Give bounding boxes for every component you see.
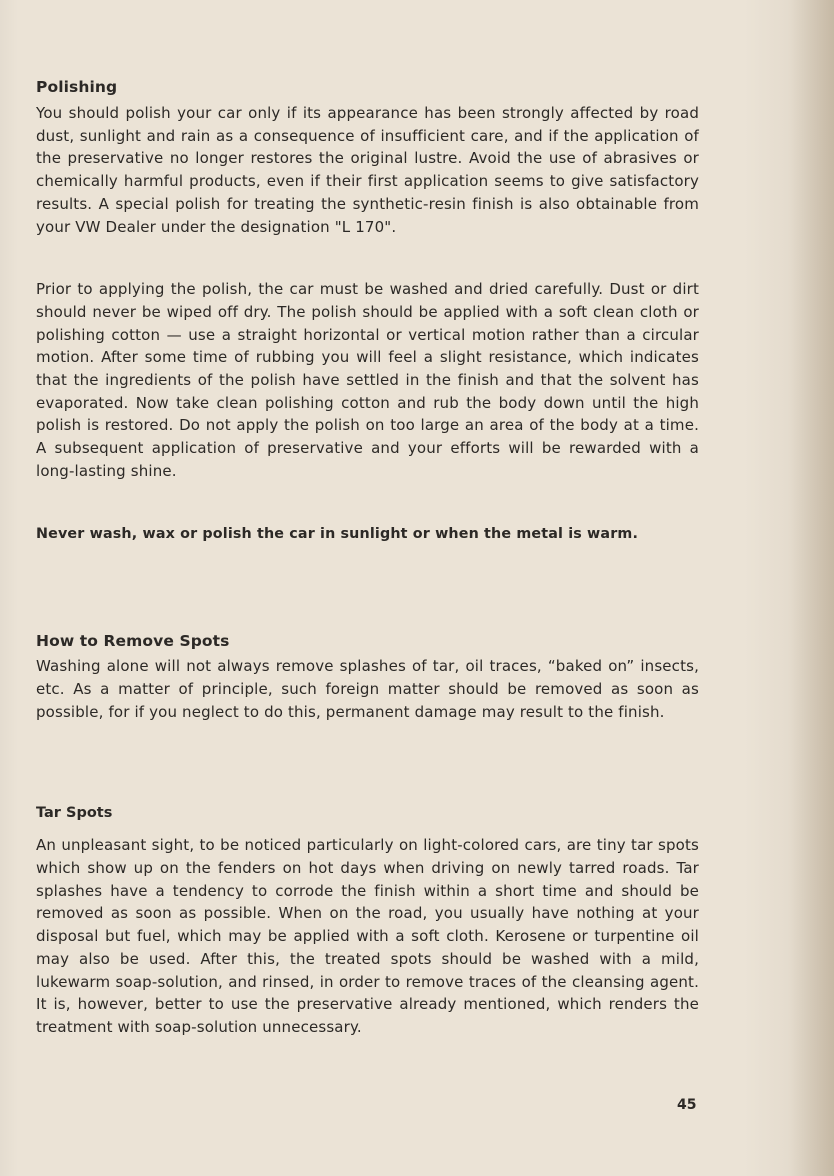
tar-spots-paragraph: An unpleasant sight, to be noticed particularly on light-colored cars, are tiny tar spots which show up on the fenders on hot days when driving on newly tarred roads. Tar splashes have a tendency to corrode the finish within a short time and should be removed as soon as possible. When on the road, you usually have nothing at your disposal but fuel, which may be applied with a soft cloth. Kerosene or turpentine oil may also be used. After this, the treated spots should be washed with a mild, lukewarm soap-solution, and rinsed, in order to remove traces of the cleansing agent. It is, however, better to use the preservative already mentioned, which renders the treatment with soap-solution unnecessary. [36,836,699,1036]
remove-spots-heading: How to Remove Spots [36,632,230,651]
polishing-heading: Polishing [36,78,118,96]
polishing-warning: Never wash, wax or polish the car in sunlight or when the metal is warm. [36,525,639,542]
polishing-paragraph-1: You should polish your car only if its appearance has been strongly affected by road dust, sunlight and rain as a consequence of insufficient care, and if the application of the preservative no longer restores the original lustre. Avoid the use of abrasives or chemically harmful products, even if their first application seems to give satisfactory results. A special polish for treating the synthetic-resin finish is also obtainable from your VW Dealer under the designation "L 170". [36,104,699,236]
remove-spots-paragraph: Washing alone will not always remove splashes of tar, oil traces, “baked on” insects, etc. As a matter of principle, such foreign matter should be removed as soon as possible, for if you neglect to do this, permanent damage may result to the finish. [36,657,699,721]
polishing-paragraph-2: Prior to applying the polish, the car must be washed and dried carefully. Dust or dirt should never be wiped off dry. The polish should be applied with a soft clean cloth or polishing cotton — use a straight horizontal or vertical motion rather than a circular motion. After some time of rubbing you will feel a slight resistance, which indicates that the ingredients of the polish have settled in the finish and that the solvent has evaporated. Now take clean polishing cotton and rub the body down until the high polish is restored. Do not apply the polish on too large an area of the body at a time. A subsequent application of preservative and your efforts will be rewarded with a long-lasting shine. [36,280,699,480]
tar-spots-heading: Tar Spots [36,805,113,822]
page-content [36,78,699,1039]
page-edge-shadow [790,0,834,1176]
page-number: 45 [677,1097,697,1113]
